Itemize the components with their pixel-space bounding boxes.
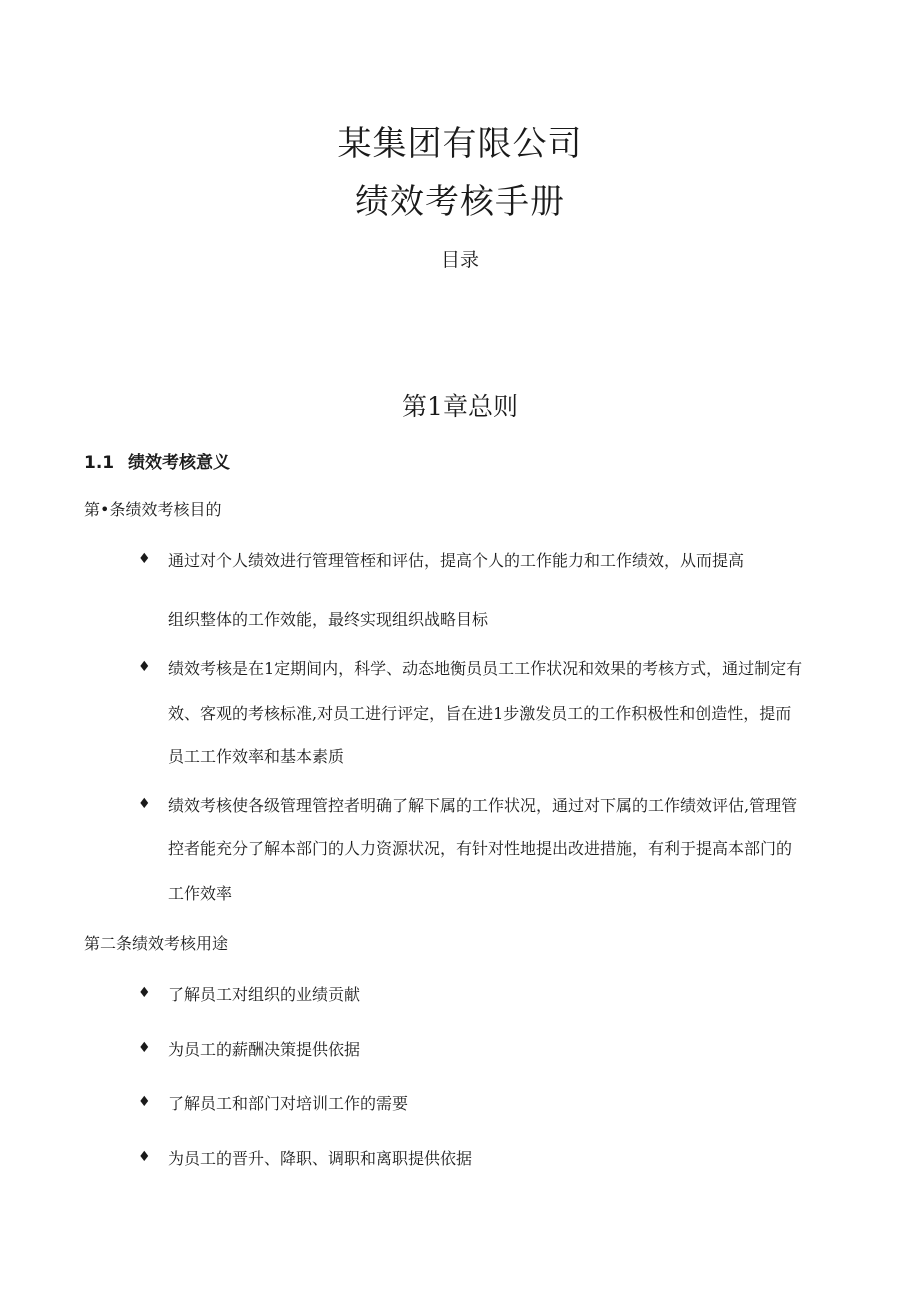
bullet-icon: ♦ <box>138 796 151 812</box>
manual-title: 绩效考核手册 <box>355 182 565 222</box>
paragraph-line: 通过对个人绩效进行管理管桎和评估，提高个人的工作能力和工作绩效，从而提高 <box>168 551 745 570</box>
section-title: 绩效考核意义 <box>128 453 230 473</box>
list-item: 为员工的晋升、降职、调职和离职提供依据 <box>168 1149 473 1168</box>
bullet-icon: ♦ <box>138 551 151 567</box>
paragraph-line: 效、客观的考核标准,对员工进行评定，旨在进1步激发员工的工作积极性和创造性，提而 <box>168 704 792 723</box>
list-item: 为员工的薪酬决策提供依据 <box>168 1040 361 1059</box>
article-2-title: 第二条绩效考核用途 <box>84 934 229 953</box>
article-1-title: 第•条绩效考核目的 <box>84 500 222 519</box>
company-title: 某集团有限公司 <box>337 124 583 164</box>
paragraph-line: 绩效考核是在1定期间内，科学、动态地衡员员工工作状况和效果的考核方式，通过制定有 <box>168 659 803 678</box>
bullet-icon: ♦ <box>138 985 151 1001</box>
paragraph-line: 工作效率 <box>168 884 233 903</box>
bullet-icon: ♦ <box>138 1149 151 1165</box>
list-item: 了解员工和部门对培训工作的需要 <box>168 1094 409 1113</box>
toc-heading: 目录 <box>440 249 479 271</box>
section-number: 1.1 <box>84 453 115 473</box>
list-item: 了解员工对组织的业绩贡献 <box>168 985 361 1004</box>
bullet-icon: ♦ <box>138 1094 151 1110</box>
paragraph-line: 绩效考核使各级管理管控者明确了解下属的工作状况，通过对下属的工作绩效评估,管理管 <box>168 796 798 815</box>
chapter-title: 第1章总则 <box>402 392 518 421</box>
bullet-icon: ♦ <box>138 1040 151 1056</box>
bullet-icon: ♦ <box>138 659 151 675</box>
paragraph-line: 员工工作效率和基本素质 <box>168 747 345 766</box>
paragraph-line: 组织整体的工作效能，最终实现组织战略目标 <box>168 610 489 629</box>
section-heading <box>84 448 230 473</box>
paragraph-line: 控者能充分了解本部门的人力资源状况，有针对性地提出改进措施，有利于提高本部门的 <box>168 839 793 858</box>
